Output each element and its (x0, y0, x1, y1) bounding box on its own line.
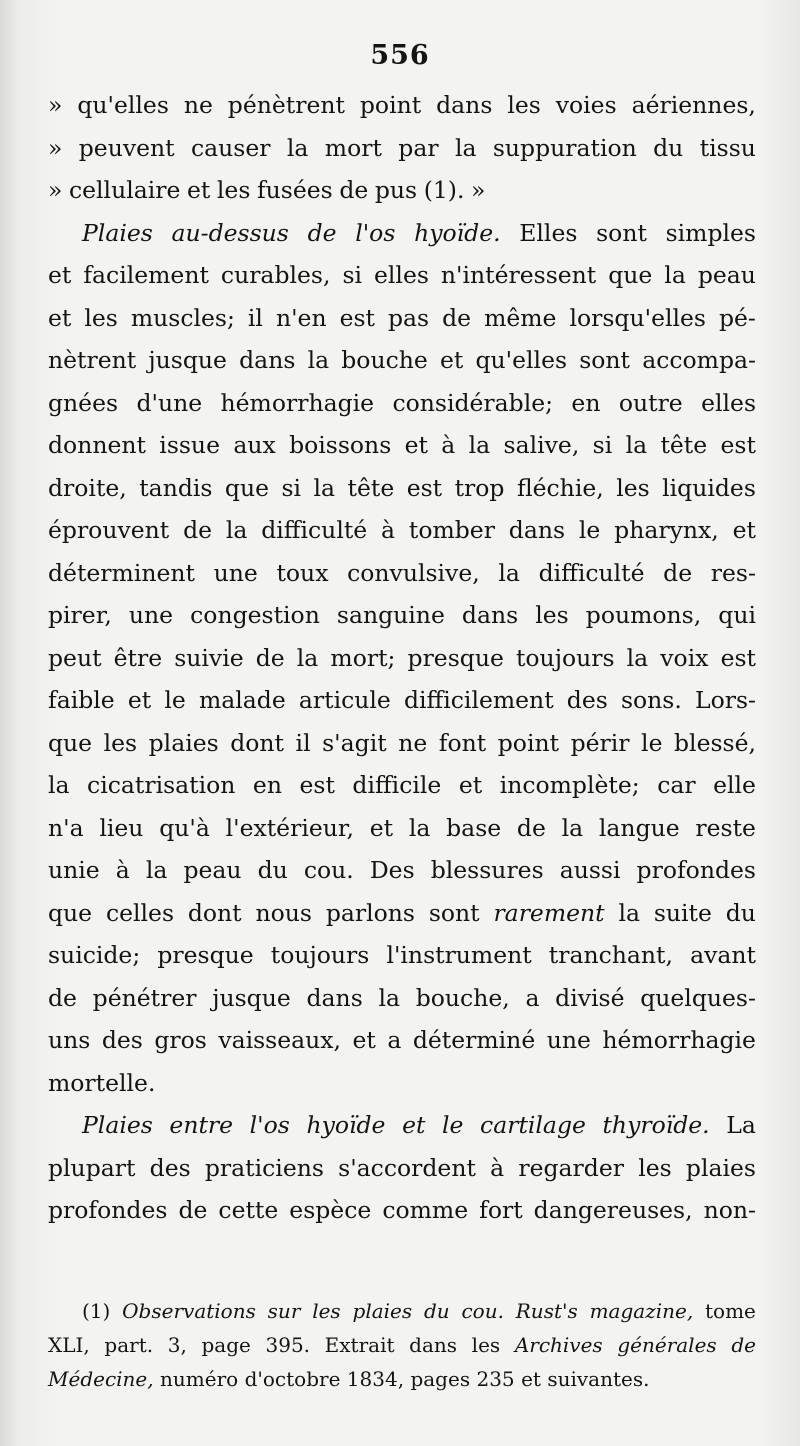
body-text (48, 84, 756, 1232)
text-line: la cicatrisation en est difficile et incomplète; car elle (48, 771, 756, 799)
text-line: » cellulaire et les fusées de pus (1). » (48, 176, 486, 204)
text-line: profondes de cette espèce comme fort dangereuses, non- (48, 1196, 756, 1224)
text-line: suicide; presque toujours l'instrument tranchant, avant (48, 941, 756, 969)
text-line: unie à la peau du cou. Des blessures aussi profondes (48, 856, 756, 884)
text-line: Plaies au-dessus de l'os hyoïde. Elles sont simples (82, 218, 756, 247)
text-line: éprouvent de la difficulté à tomber dans le pharynx, et (48, 516, 756, 544)
text-line: faible et le malade articule difficilement des sons. Lors- (48, 686, 756, 714)
text-line: mortelle. (48, 1068, 156, 1097)
text-line: donnent issue aux boissons et à la salive, si la tête est (48, 431, 756, 459)
footnotes (48, 1294, 756, 1396)
page-number: 556 (370, 40, 430, 71)
text-line: et facilement curables, si elles n'intéressent que la peau (48, 261, 756, 289)
text-line: droite, tandis que si la tête est trop fléchie, les liquides (48, 473, 756, 502)
text-line: peut être suivie de la mort; presque toujours la voix est (48, 643, 756, 672)
text-line: uns des gros vaisseaux, et a déterminé une hémorrhagie (48, 1026, 756, 1054)
text-line: nètrent jusque dans la bouche et qu'elles sont accompa- (48, 346, 756, 374)
text-line: gnées d'une hémorrhagie considérable; en outre elles (48, 388, 756, 417)
footnote-line: (1) Observations sur les plaies du cou. Rust's magazine, tome (82, 1299, 756, 1323)
text-line: n'a lieu qu'à l'extérieur, et la base de la langue reste (48, 813, 756, 842)
text-line: » qu'elles ne pénètrent point dans les voies aériennes, (48, 91, 756, 119)
text-line: pirer, une congestion sanguine dans les poumons, qui (48, 601, 756, 629)
footnote-line: Médecine, numéro d'octobre 1834, pages 235 et suivantes. (48, 1367, 650, 1391)
text-line: » peuvent causer la mort par la suppuration du tissu (48, 133, 756, 162)
text-line: plupart des praticiens s'accordent à regarder les plaies (48, 1153, 756, 1182)
text-line: et les muscles; il n'en est pas de même lorsqu'elles pé- (48, 303, 756, 332)
text-line: Plaies entre l'os hyoïde et le cartilage thyroïde. La (82, 1111, 756, 1139)
footnote-line: XLI, part. 3, page 395. Extrait dans les Archives générales de (48, 1333, 756, 1357)
text-line: déterminent une toux convulsive, la difficulté de res- (48, 558, 756, 587)
text-line: que celles dont nous parlons sont rarement la suite du (48, 898, 756, 927)
text-line: que les plaies dont il s'agit ne font point périr le blessé, (48, 728, 756, 757)
text-line: de pénétrer jusque dans la bouche, a divisé quelques- (48, 983, 756, 1012)
